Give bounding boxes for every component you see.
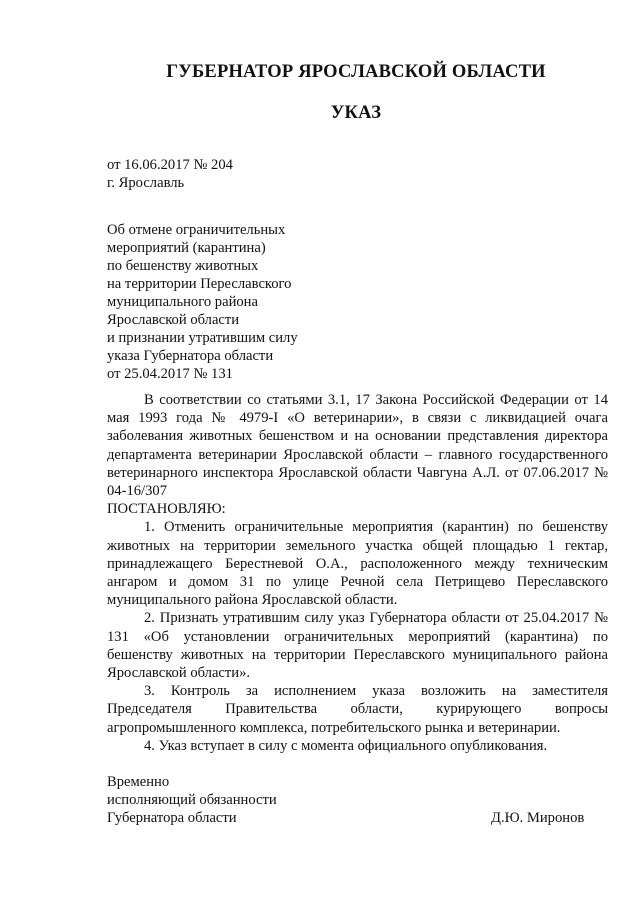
document-subject [107, 221, 298, 383]
position-line: Временно [107, 774, 170, 790]
item-paragraph: 4. Указ вступает в силу с момента официального опубликования. [144, 737, 548, 754]
issuing-authority: ГУБЕРНАТОР ЯРОСЛАВСКОЙ ОБЛАСТИ [166, 62, 546, 82]
subject-line: указа Губернатора области [107, 348, 274, 364]
document-type: УКАЗ [330, 103, 382, 123]
subject-line: от 25.04.2017 № 131 [107, 366, 233, 382]
position-line: Губернатора области [107, 810, 237, 826]
signatory-position [107, 773, 277, 827]
subject-line: и признании утратившим силу [107, 330, 298, 346]
city: г. Ярославль [107, 175, 185, 191]
item-paragraph: 1. Отменить ограничительные мероприятия (карантин) по бешенству животных на территории земельного участка общей площадью 1 гектар, принадлежащего Берестневой О.А., расположенного между техническим ангаром и домом 31 по улице Речной села Петрищево Переславского муниципального района Ярославской области. [107, 519, 608, 609]
preamble-paragraph: В соответствии со статьями 3.1, 17 Закона Российской Федерации от 14 мая 1993 года № 4979-I «О ветеринарии», в связи с ликвидацией очага заболевания животных бешенством и на основании представления директора департамента ветеринарии Ярославской области – главного государственного ветеринарного инспектора Ярославской области Чавгуна А.Л. от 07.06.2017 № 04-16/307 [107, 392, 608, 500]
position-line: исполняющий обязанности [107, 792, 277, 808]
item-paragraph: 2. Признать утратившим силу указ Губернатора области от 25.04.2017 № 131 «Об установлении ограничительных мероприятий (карантина) по бешенству животных на территории Переславского муниципального района Ярославской области». [107, 610, 608, 682]
document-meta [107, 156, 233, 192]
subject-line: по бешенству животных [107, 258, 259, 274]
document-body [107, 391, 608, 755]
subject-line: на территории Переславского [107, 276, 292, 292]
signatory-name: Д.Ю. Миронов [491, 810, 585, 826]
subject-line: муниципального района [107, 294, 258, 310]
subject-line: мероприятий (карантина) [107, 240, 266, 256]
item-paragraph: 3. Контроль за исполнением указа возложить на заместителя Председателя Правительства области, курирующего вопросы агропромышленного комплекса, потребительского рынка и ветеринарии. [107, 683, 608, 736]
ruling-heading: ПОСТАНОВЛЯЮ: [107, 501, 226, 518]
subject-line: Об отмене ограничительных [107, 222, 286, 238]
subject-line: Ярославской области [107, 312, 240, 328]
date-number: от 16.06.2017 № 204 [107, 157, 233, 173]
